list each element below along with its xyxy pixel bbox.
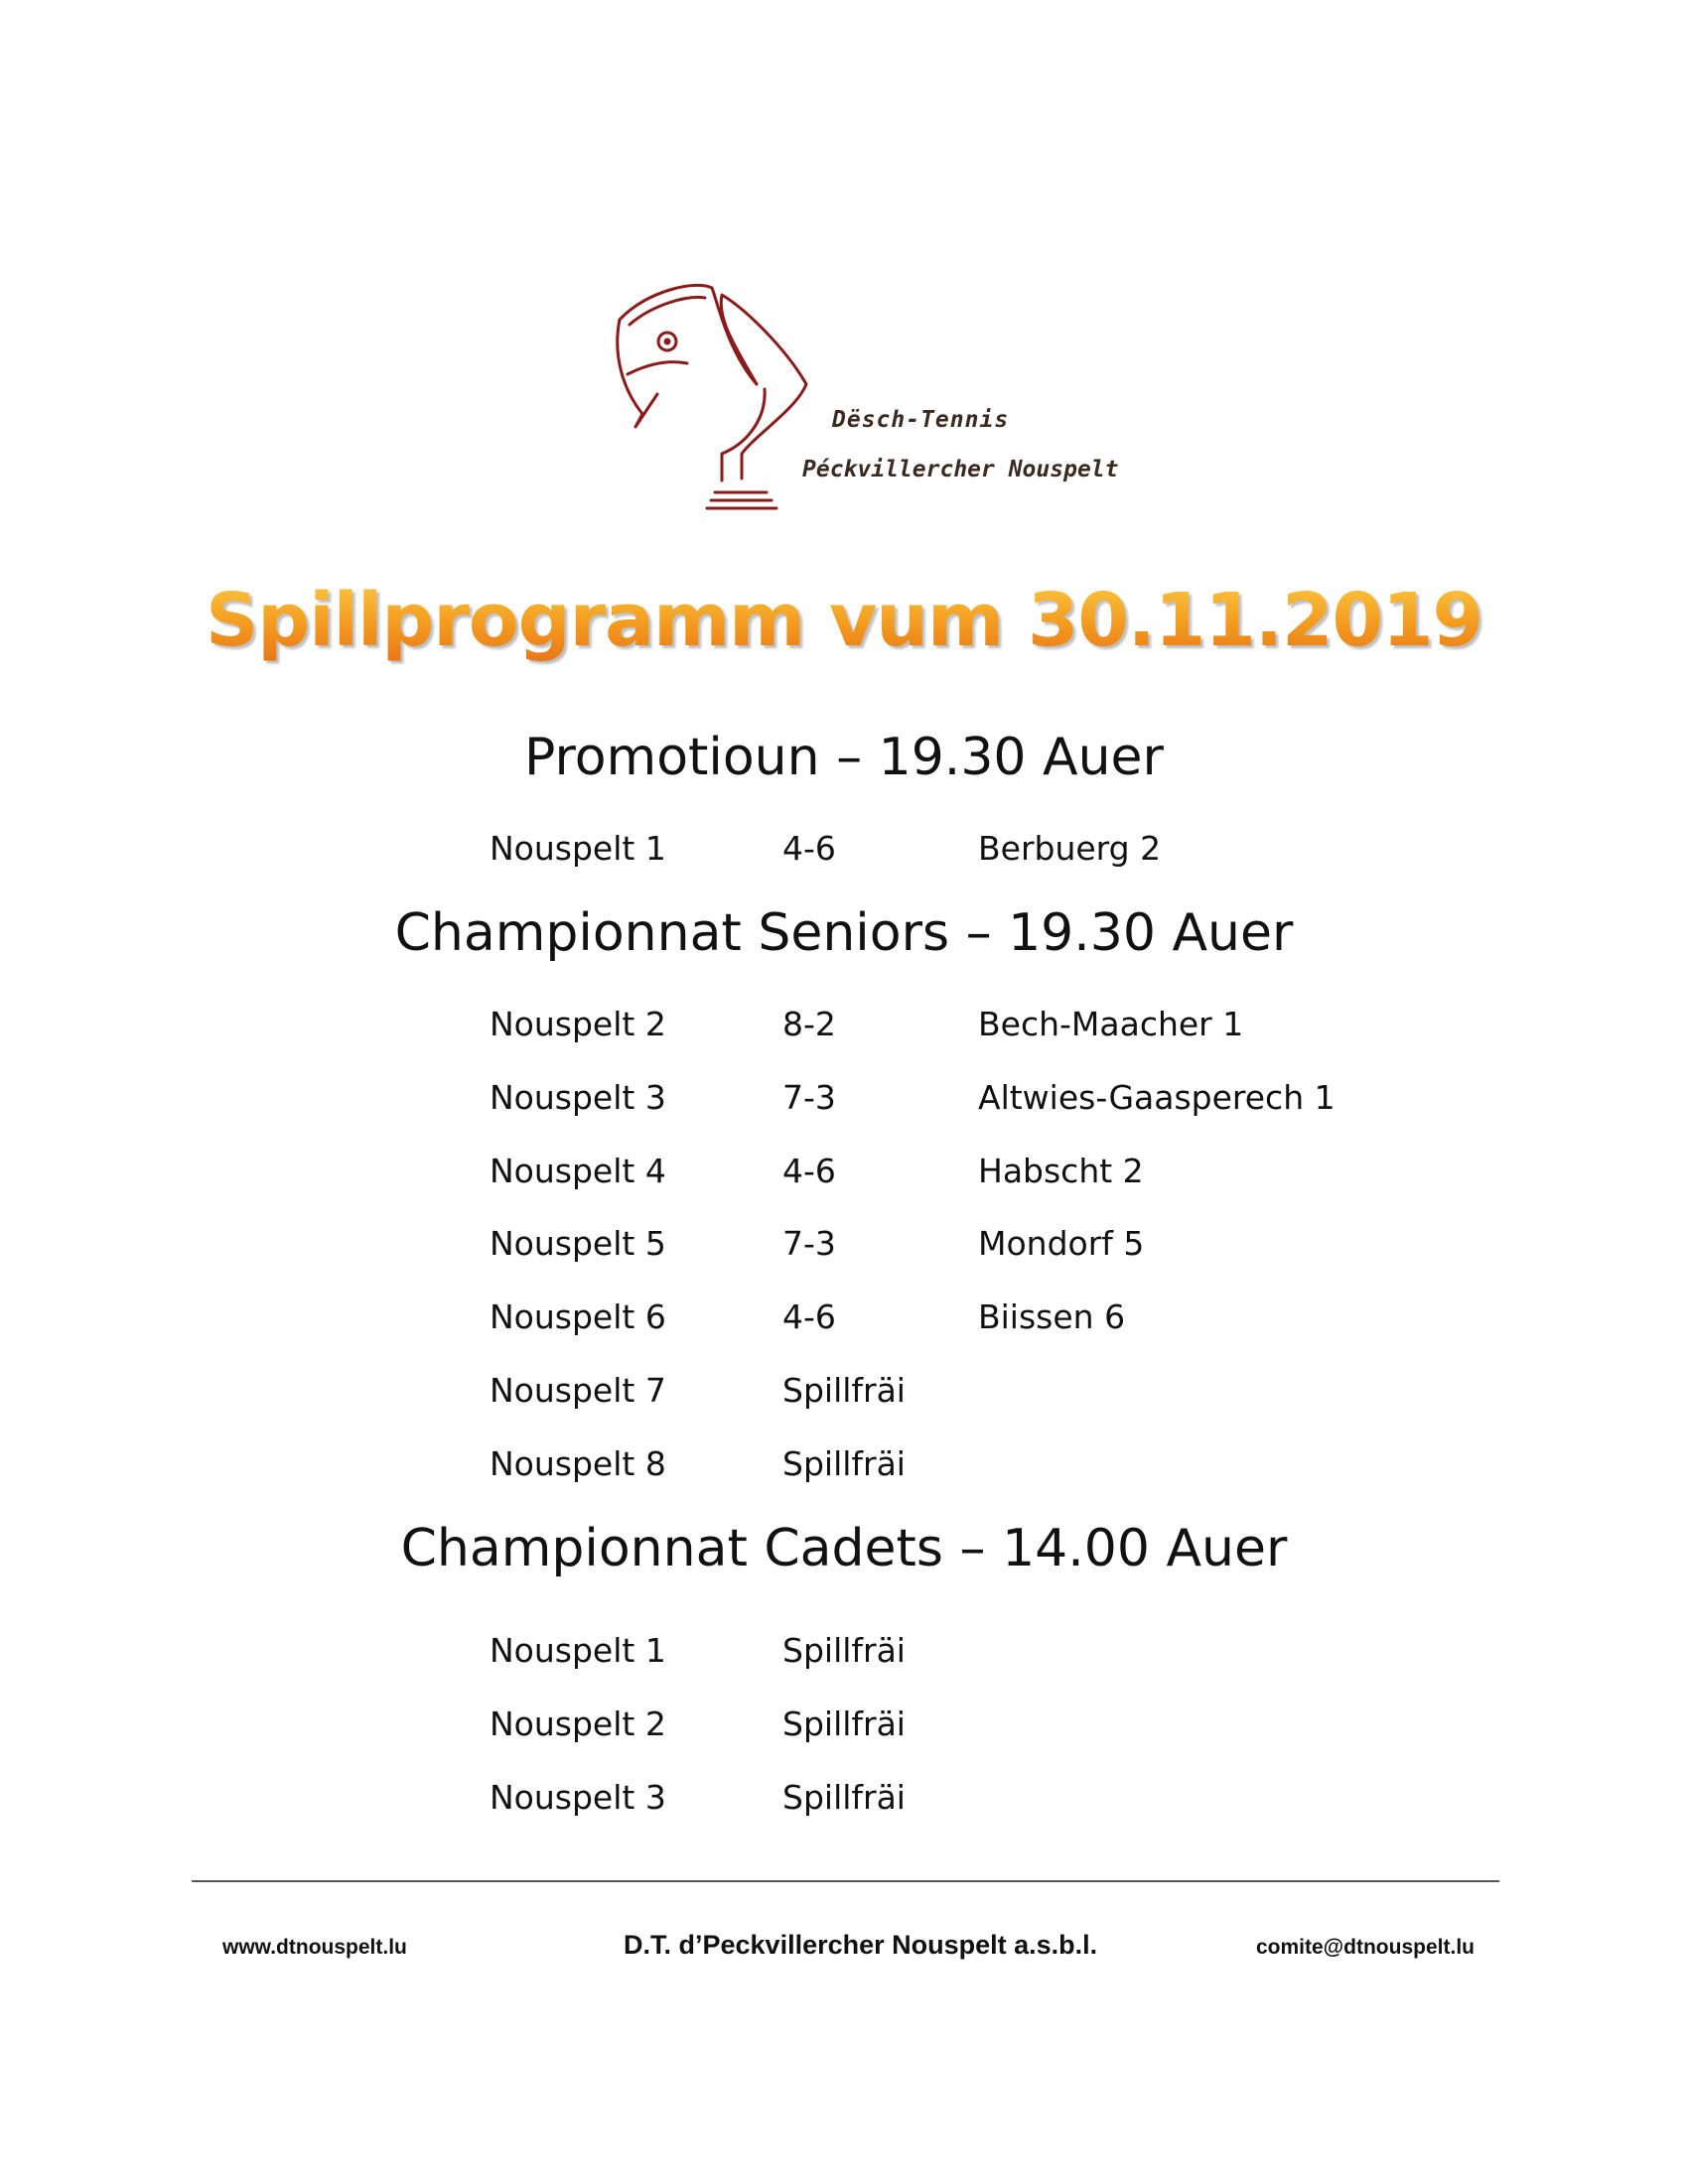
match-score: Spillfräi: [782, 1371, 906, 1410]
match-row: [0, 1705, 1688, 1748]
match-score: Spillfräi: [782, 1778, 906, 1817]
match-score: Spillfräi: [782, 1444, 906, 1483]
opponent-name: Bech-Maacher 1: [978, 1005, 1244, 1043]
match-row: [0, 1005, 1688, 1048]
match-score: 8-2: [782, 1005, 836, 1043]
match-score: 7-3: [782, 1078, 836, 1117]
team-name: Nouspelt 8: [490, 1444, 666, 1483]
opponent-name: Habscht 2: [978, 1152, 1144, 1190]
match-row: [0, 829, 1688, 873]
match-score: 4-6: [782, 1297, 836, 1336]
section-heading-seniors: Championnat Seniors – 19.30 Auer: [394, 903, 1294, 963]
opponent-name: Altwies-Gaasperech 1: [978, 1078, 1336, 1117]
logo-text-line1: Dësch-Tennis: [832, 407, 1010, 433]
team-name: Nouspelt 2: [490, 1705, 666, 1743]
team-name: Nouspelt 1: [490, 1631, 666, 1670]
team-name: Nouspelt 3: [490, 1078, 666, 1117]
match-score: Spillfräi: [782, 1631, 906, 1670]
match-row: [0, 1371, 1688, 1415]
section-heading-cadets: Championnat Cadets – 14.00 Auer: [400, 1519, 1288, 1578]
team-name: Nouspelt 7: [490, 1371, 666, 1410]
team-name: Nouspelt 4: [490, 1152, 666, 1190]
page-title: Spillprogramm vum 30.11.2019: [206, 578, 1482, 663]
bird-logo-icon: [608, 280, 1104, 518]
match-row: [0, 1778, 1688, 1822]
opponent-name: Mondorf 5: [978, 1224, 1145, 1263]
match-row: [0, 1152, 1688, 1195]
match-score: 4-6: [782, 1152, 836, 1190]
match-row: [0, 1078, 1688, 1122]
match-score: Spillfräi: [782, 1705, 906, 1743]
opponent-name: Berbuerg 2: [978, 829, 1162, 868]
footer-website-link[interactable]: www.dtnouspelt.lu: [222, 1936, 407, 1959]
section-heading-promotioun: Promotioun – 19.30 Auer: [524, 728, 1164, 787]
match-score: 7-3: [782, 1224, 836, 1263]
team-name: Nouspelt 6: [490, 1297, 666, 1336]
match-row: [0, 1224, 1688, 1268]
match-row: [0, 1444, 1688, 1488]
footer-email-link[interactable]: comite@dtnouspelt.lu: [1256, 1936, 1475, 1959]
team-name: Nouspelt 2: [490, 1005, 666, 1043]
footer-divider: [192, 1880, 1499, 1882]
team-name: Nouspelt 5: [490, 1224, 666, 1263]
match-row: [0, 1297, 1688, 1341]
club-logo: [608, 280, 1119, 518]
title-wrapper: [0, 578, 1688, 663]
logo-text-line2: Péckvillercher Nouspelt: [802, 457, 1119, 482]
match-score: 4-6: [782, 829, 836, 868]
opponent-name: Biissen 6: [978, 1297, 1126, 1336]
match-row: [0, 1631, 1688, 1675]
footer-organization: D.T. d’Peckvillercher Nouspelt a.s.b.l.: [624, 1930, 1098, 1960]
team-name: Nouspelt 1: [490, 829, 666, 868]
team-name: Nouspelt 3: [490, 1778, 666, 1817]
